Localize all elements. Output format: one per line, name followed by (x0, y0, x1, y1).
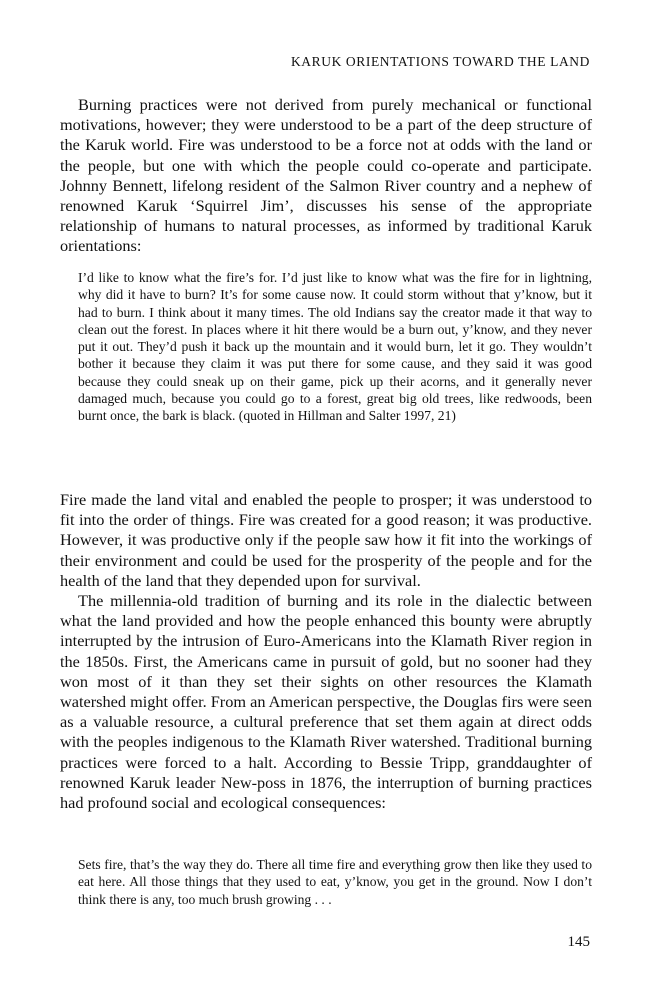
block-quote (78, 856, 592, 908)
block-quote (78, 269, 592, 425)
body-text-top (60, 95, 592, 257)
block-quote-text: Sets fire, that’s the way they do. There all time fire and everything grow then like they used to eat here. All those things that they used to eat, y’know, you get in the ground. Now I don’t think there is any, too much brush growing . . . (78, 857, 592, 907)
block-quote-text: I’d like to know what the fire’s for. I’d just like to know what was the fire for in lightning, why did it have to burn? It’s for some cause now. It could storm without that y’know, but it had to burn. I think about it many times. The old Indians say the creator made it that way to clean out the forest. In places where it hit there would be a burn out, y’know, and they never put it out. They’d push it back up the mountain and it would burn, let it go. They wouldn’t bother it because they claim it was put there for some cause, and they said it was good because they could sneak up on their game, pick up their acorns, and it generally never damaged much, because you could go to a forest, great big old trees, like redwoods, been burnt once, the bark is black. (quoted in Hillman and Salter 1997, 21) (78, 270, 592, 424)
paragraph: The millennia-old tradition of burning and its role in the dialectic between what the land provided and how the people enhanced this bounty were abruptly interrupted by the intrusion of Euro-Americans into the Klamath River region in the 1850s. First, the Americans came in pursuit of gold, but no sooner had they won most of it than they set their sights on other resources the Klamath watershed might offer. From an American perspective, the Douglas firs were seen as a valuable resource, a cultural preference that set them again at direct odds with the peoples indigenous to the Klamath River watershed. Traditional burning practices were forced to a halt. According to Bessie Tripp, granddaughter of renowned Karuk leader New-poss in 1876, the interruption of burning practices had profound social and ecological consequences: (60, 591, 592, 813)
paragraph: Fire made the land vital and enabled the people to prosper; it was understood to fit into the order of things. Fire was created for a good reason; it was productive. However, it was productive only if the people saw how it fit into the workings of their environment and could be used for the prosperity of the people and for the health of the land that they depended upon for survival. (60, 490, 592, 590)
paragraph: Burning practices were not derived from purely mechanical or functional motivations, however; they were understood to be a part of the deep structure of the Karuk world. Fire was understood to be a force not at odds with the land or the people, but one with which the people could co-operate and participate. Johnny Bennett, lifelong resident of the Salmon River country and a nephew of renowned Karuk ‘Squirrel Jim’, discusses his sense of the appropriate relationship of humans to natural processes, as informed by traditional Karuk orientations: (60, 95, 592, 256)
body-text-middle (60, 490, 592, 813)
page-number: 145 (567, 934, 590, 950)
running-head: KARUK ORIENTATIONS TOWARD THE LAND (290, 54, 590, 69)
